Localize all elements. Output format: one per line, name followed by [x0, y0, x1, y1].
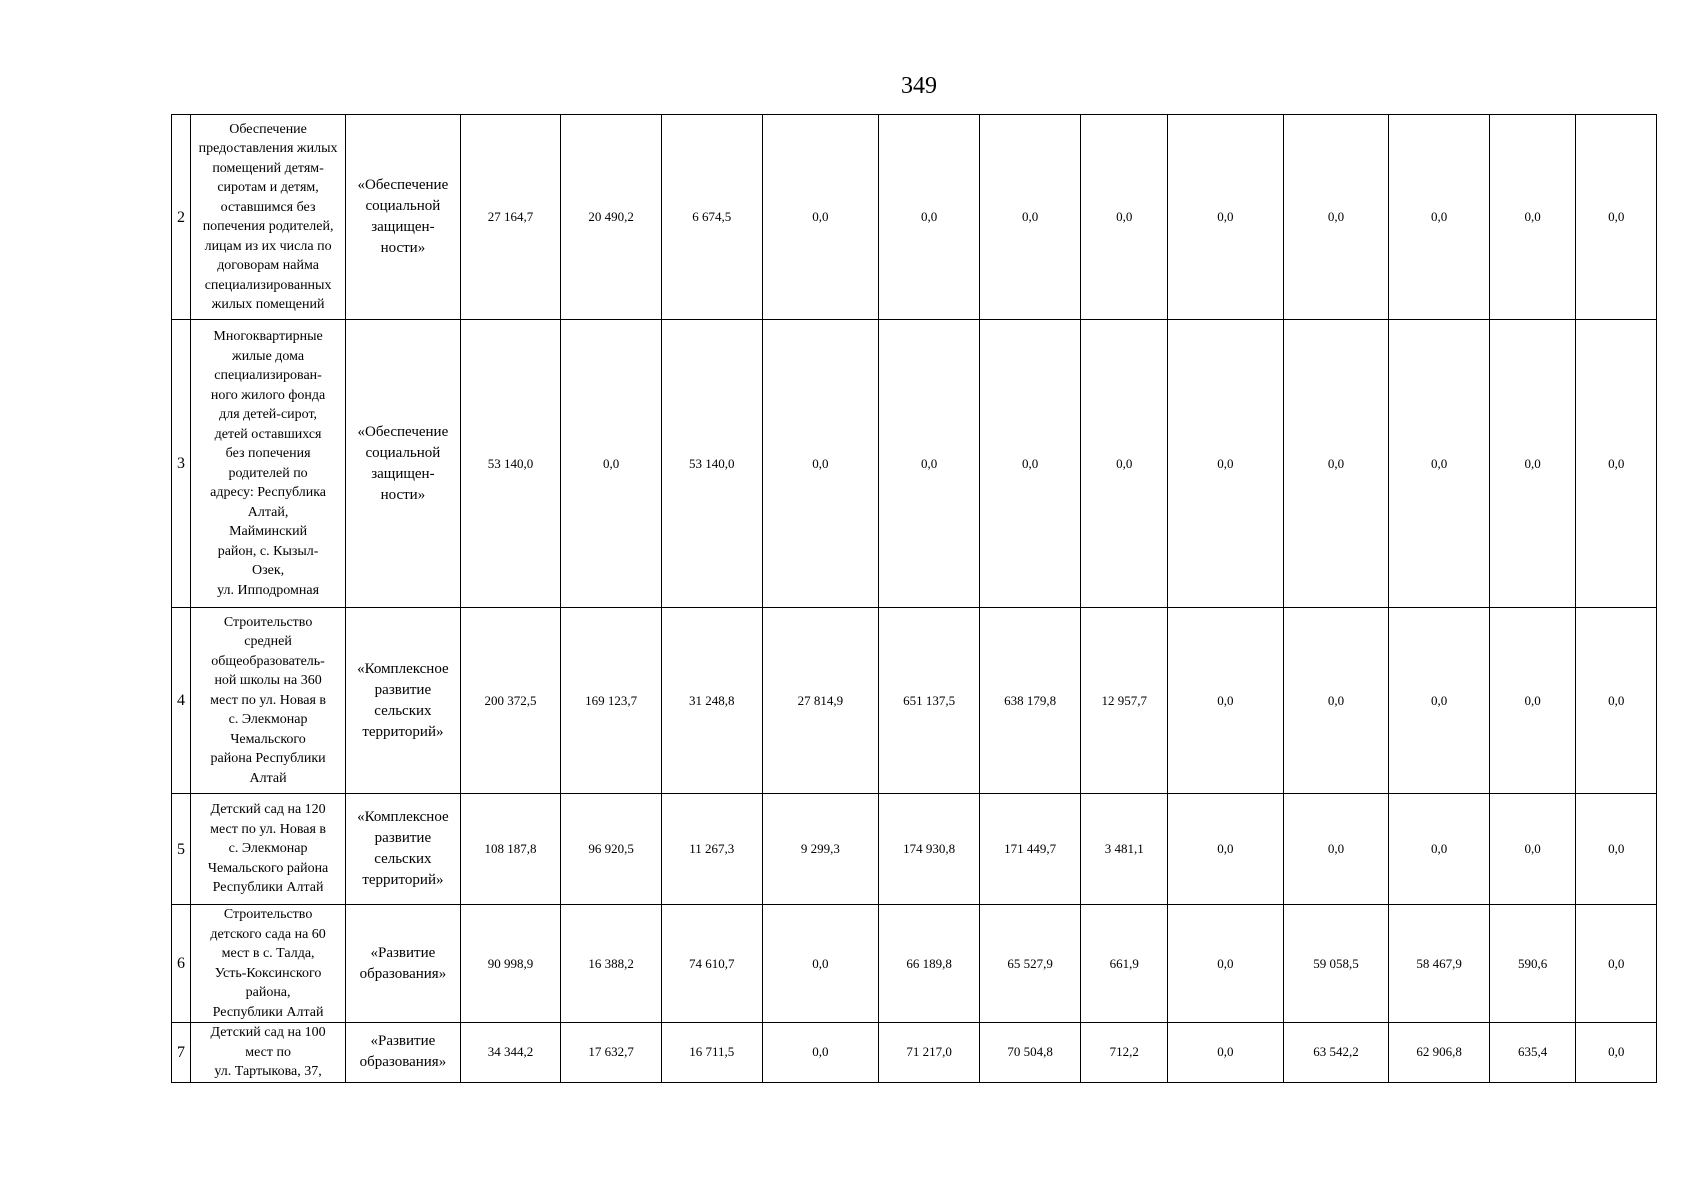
object-name-line: мест по — [245, 1044, 291, 1060]
value-total: 90 998,9 — [460, 905, 561, 1023]
object-name-line: без попечения — [225, 446, 311, 461]
value-y2-regional: 3 481,1 — [1081, 794, 1168, 905]
value-y3-federal: 0,0 — [1389, 115, 1490, 320]
object-name-line: мест по ул. Новая в — [210, 821, 327, 837]
budget-table — [171, 114, 1657, 1083]
value-y3-total: 59 058,5 — [1283, 905, 1389, 1023]
object-name-line: Озек, — [252, 563, 285, 578]
value-regional: 11 267,3 — [661, 794, 762, 905]
table-body — [172, 115, 1657, 1083]
object-name-cell — [191, 320, 346, 608]
object-name-line: детского сада на 60 — [210, 926, 326, 942]
program-line: социальной — [365, 198, 441, 214]
program-line: ности» — [380, 240, 426, 256]
value-y3-local: 0,0 — [1576, 1023, 1657, 1083]
table-row — [172, 608, 1657, 794]
page-number: 349 — [901, 73, 937, 99]
value-y3-regional: 0,0 — [1489, 115, 1576, 320]
object-name-line: оставшимся без — [220, 199, 316, 215]
value-y3-federal: 0,0 — [1389, 794, 1490, 905]
value-y2-federal: 638 179,8 — [979, 608, 1081, 794]
object-name-line: района, — [245, 985, 291, 1000]
value-local: 0,0 — [762, 115, 879, 320]
object-name-line: Детский сад на 100 — [210, 1025, 326, 1040]
value-y2-federal: 0,0 — [979, 115, 1081, 320]
value-y3-total: 0,0 — [1283, 608, 1389, 794]
object-name-line: района Республики — [210, 751, 326, 767]
object-name-line: Алтай, — [247, 504, 289, 520]
object-name-cell — [191, 794, 346, 905]
object-name-line: лицам из их числа по — [204, 238, 332, 254]
object-name-line: специализированных — [204, 277, 332, 293]
object-name-line: детей оставшихся — [214, 426, 322, 442]
value-regional: 31 248,8 — [661, 608, 762, 794]
value-y3-local: 0,0 — [1576, 320, 1657, 608]
value-y2-federal: 0,0 — [979, 320, 1081, 608]
value-y2-local: 0,0 — [1168, 320, 1284, 608]
value-total: 53 140,0 — [460, 320, 561, 608]
value-y2-regional: 12 957,7 — [1081, 608, 1168, 794]
value-y3-regional: 0,0 — [1489, 794, 1576, 905]
value-y2-local: 0,0 — [1168, 794, 1284, 905]
object-name-line: специализирован- — [214, 368, 322, 383]
object-name-line: ной школы на 360 — [214, 673, 322, 689]
table-row — [172, 905, 1657, 1023]
object-name-line: мест по ул. Новая в — [210, 692, 327, 708]
value-total: 108 187,8 — [460, 794, 561, 905]
object-name-line: сиротам и детям, — [217, 180, 319, 195]
program-line: развитие — [374, 830, 432, 846]
table-row — [172, 320, 1657, 608]
value-y3-regional: 635,4 — [1489, 1023, 1576, 1083]
row-number: 2 — [172, 115, 191, 320]
program-cell — [346, 794, 461, 905]
object-name-line: Обеспечение — [229, 121, 307, 137]
value-y3-regional: 0,0 — [1489, 608, 1576, 794]
program-line: образования» — [359, 965, 447, 982]
value-y3-federal: 58 467,9 — [1389, 905, 1490, 1023]
object-name-cell — [191, 905, 346, 1023]
object-name-line: предоставления жилых — [198, 141, 338, 156]
row-number: 7 — [172, 1023, 191, 1083]
object-name-line: район, с. Кызыл- — [217, 543, 319, 559]
object-name-line: Республики Алтай — [212, 1004, 324, 1020]
value-y3-regional: 0,0 — [1489, 320, 1576, 608]
row-number: 3 — [172, 320, 191, 608]
object-name-line: ул. Тартыкова, 37, — [214, 1064, 322, 1079]
value-regional: 53 140,0 — [661, 320, 762, 608]
value-y2-total: 0,0 — [879, 320, 980, 608]
program-line: «Комплексное — [357, 809, 449, 825]
row-number: 5 — [172, 794, 191, 905]
value-total: 200 372,5 — [460, 608, 561, 794]
value-y3-local: 0,0 — [1576, 794, 1657, 905]
value-y2-total: 651 137,5 — [879, 608, 980, 794]
program-line: ности» — [380, 486, 426, 503]
object-name-line: родителей по — [228, 465, 308, 481]
object-name-line: для детей-сирот, — [219, 407, 318, 422]
value-y2-local: 0,0 — [1168, 1023, 1284, 1083]
program-line: «Развитие — [370, 944, 436, 961]
table-row — [172, 1023, 1657, 1083]
program-line: территорий» — [362, 872, 444, 888]
value-y3-federal: 62 906,8 — [1389, 1023, 1490, 1083]
value-total: 27 164,7 — [460, 115, 561, 320]
program-line: защищен- — [371, 219, 435, 235]
value-y2-total: 66 189,8 — [879, 905, 980, 1023]
program-cell — [346, 115, 461, 320]
program-line: «Обеспечение — [357, 423, 449, 440]
value-total: 34 344,2 — [460, 1023, 561, 1083]
program-line: «Обеспечение — [357, 177, 449, 193]
value-regional: 6 674,5 — [661, 115, 762, 320]
value-y2-local: 0,0 — [1168, 115, 1284, 320]
value-y3-total: 63 542,2 — [1283, 1023, 1389, 1083]
table-row — [172, 794, 1657, 905]
object-name-line: попечения родителей, — [202, 219, 334, 234]
object-name-line: Алтай — [249, 770, 287, 786]
value-y2-federal: 65 527,9 — [979, 905, 1081, 1023]
value-y2-local: 0,0 — [1168, 905, 1284, 1023]
program-line: защищен- — [371, 465, 435, 482]
value-federal: 169 123,7 — [561, 608, 662, 794]
value-y2-local: 0,0 — [1168, 608, 1284, 794]
value-local: 27 814,9 — [762, 608, 879, 794]
program-cell — [346, 1023, 461, 1083]
value-local: 0,0 — [762, 1023, 879, 1083]
value-federal: 16 388,2 — [561, 905, 662, 1023]
program-line: развитие — [374, 681, 432, 698]
table-row — [172, 115, 1657, 320]
object-name-cell — [191, 608, 346, 794]
value-y2-federal: 171 449,7 — [979, 794, 1081, 905]
value-y2-regional: 0,0 — [1081, 320, 1168, 608]
value-y3-total: 0,0 — [1283, 320, 1389, 608]
value-federal: 20 490,2 — [561, 115, 662, 320]
program-line: территорий» — [362, 723, 444, 740]
value-federal: 0,0 — [561, 320, 662, 608]
value-y2-total: 0,0 — [879, 115, 980, 320]
object-name-line: Многоквартирные — [213, 329, 323, 344]
program-line: «Развитие — [370, 1033, 436, 1050]
object-name-line: Чемальского — [230, 731, 306, 747]
value-local: 0,0 — [762, 320, 879, 608]
program-line: образования» — [359, 1054, 447, 1071]
object-name-line: ул. Ипподромная — [217, 582, 320, 598]
value-y3-regional: 590,6 — [1489, 905, 1576, 1023]
value-y3-total: 0,0 — [1283, 115, 1389, 320]
value-y2-regional: 661,9 — [1081, 905, 1168, 1023]
object-name-line: Строительство — [223, 614, 313, 630]
value-y2-federal: 70 504,8 — [979, 1023, 1081, 1083]
program-line: социальной — [365, 444, 441, 461]
object-name-line: адресу: Республика — [210, 485, 327, 500]
object-name-line: помещений детям- — [212, 160, 324, 176]
value-y3-local: 0,0 — [1576, 905, 1657, 1023]
object-name-line: Республики Алтай — [212, 880, 324, 896]
value-y3-total: 0,0 — [1283, 794, 1389, 905]
value-y2-regional: 0,0 — [1081, 115, 1168, 320]
object-name-line: с. Элекмонар — [228, 841, 308, 857]
value-federal: 96 920,5 — [561, 794, 662, 905]
value-local: 0,0 — [762, 905, 879, 1023]
object-name-line: Детский сад на 120 — [210, 802, 326, 818]
object-name-line: Строительство — [223, 907, 313, 922]
value-y2-total: 174 930,8 — [879, 794, 980, 905]
object-name-line: средней — [244, 634, 292, 650]
value-y3-local: 0,0 — [1576, 608, 1657, 794]
value-y3-local: 0,0 — [1576, 115, 1657, 320]
program-line: сельских — [374, 702, 432, 719]
object-name-line: Усть-Коксинского — [214, 965, 322, 981]
program-cell — [346, 320, 461, 608]
program-line: «Комплексное — [357, 660, 449, 677]
object-name-line: Чемальского района — [207, 860, 329, 876]
value-y3-federal: 0,0 — [1389, 320, 1490, 608]
value-federal: 17 632,7 — [561, 1023, 662, 1083]
value-regional: 74 610,7 — [661, 905, 762, 1023]
object-name-line: ного жилого фонда — [210, 387, 326, 403]
object-name-line: жилых помещений — [211, 297, 325, 312]
value-y2-total: 71 217,0 — [879, 1023, 980, 1083]
row-number: 6 — [172, 905, 191, 1023]
object-name-line: Майминский — [229, 524, 308, 539]
object-name-line: общеобразователь- — [211, 653, 325, 669]
value-regional: 16 711,5 — [661, 1023, 762, 1083]
value-local: 9 299,3 — [762, 794, 879, 905]
object-name-cell — [191, 115, 346, 320]
object-name-line: мест в с. Талда, — [221, 946, 315, 961]
row-number: 4 — [172, 608, 191, 794]
program-cell — [346, 905, 461, 1023]
value-y3-federal: 0,0 — [1389, 608, 1490, 794]
program-line: сельских — [374, 851, 432, 867]
object-name-line: жилые дома — [232, 348, 305, 364]
object-name-line: с. Элекмонар — [228, 712, 308, 728]
program-cell — [346, 608, 461, 794]
object-name-line: договорам найма — [217, 258, 319, 273]
object-name-cell — [191, 1023, 346, 1083]
value-y2-regional: 712,2 — [1081, 1023, 1168, 1083]
